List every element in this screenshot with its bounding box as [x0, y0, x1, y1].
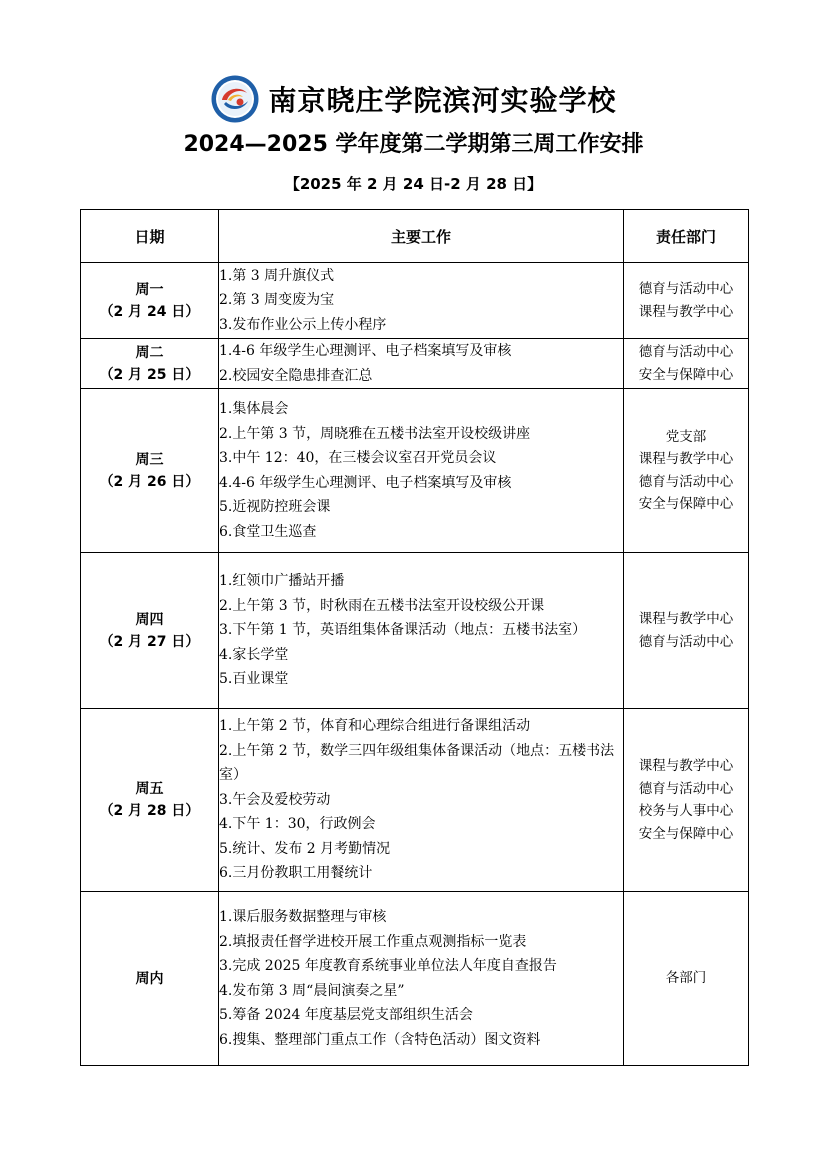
department-cell — [624, 553, 749, 709]
date-range: 【2025 年 2 月 24 日-2 月 28 日】 — [284, 175, 543, 193]
task-item: 2.校园安全隐患排查汇总 — [219, 367, 373, 384]
task-item: 5.筹备 2024 年度基层党支部组织生活会 — [219, 1007, 473, 1023]
task-item: 3.完成 2025 年度教育系统事业单位法人年度自查报告 — [219, 958, 557, 974]
task-item: 5.百业课堂 — [219, 671, 289, 688]
day-name: 周三 — [135, 451, 164, 468]
table-row — [81, 553, 749, 709]
task-item: 3.午会及爱校劳动 — [219, 791, 331, 808]
department-name: 安全与保障中心 — [638, 496, 734, 512]
department-name: 德育与活动中心 — [638, 473, 734, 490]
schedule-table — [80, 209, 749, 1066]
department-cell — [624, 339, 749, 389]
task-item: 1.集体晨会 — [219, 401, 289, 417]
header-department: 责任部门 — [624, 210, 749, 263]
day-name: 周二 — [135, 344, 164, 361]
task-item: 1.第 3 周升旗仪式 — [219, 267, 335, 284]
task-item: 1.上午第 2 节，体育和心理综合组进行备课组活动 — [219, 718, 531, 735]
school-emblem-icon — [210, 74, 260, 124]
department-cell — [624, 709, 749, 892]
table-row — [81, 339, 749, 389]
department-name: 课程与教学中心 — [638, 451, 734, 467]
task-item: 1.红领巾广播站开播 — [219, 573, 345, 590]
tasks-cell — [219, 709, 624, 892]
department-cell — [624, 263, 749, 339]
task-item: 4.4-6 年级学生心理测评、电子档案填写及审核 — [219, 474, 512, 491]
day-date: （2 月 25 日） — [99, 366, 200, 383]
day-date: （2 月 26 日） — [99, 473, 200, 490]
table-row — [81, 389, 749, 553]
department-name: 德育与活动中心 — [638, 780, 734, 797]
tasks-cell — [219, 553, 624, 709]
day-cell — [81, 709, 219, 892]
department-name: 德育与活动中心 — [638, 281, 734, 297]
task-item: 3.发布作业公示上传小程序 — [219, 316, 387, 333]
day-cell — [81, 339, 219, 389]
day-date: （2 月 27 日） — [99, 633, 200, 650]
task-item: 4.家长学堂 — [219, 646, 289, 663]
day-name: 周一 — [135, 281, 164, 298]
day-date: （2 月 28 日） — [99, 803, 200, 819]
task-item: 2.上午第 3 节，时秋雨在五楼书法室开设校级公开课 — [219, 597, 545, 614]
table-row — [81, 263, 749, 339]
department-name: 安全与保障中心 — [638, 366, 734, 383]
task-item: 6.三月份教职工用餐统计 — [219, 865, 373, 882]
table-row — [81, 709, 749, 892]
task-item: 6.搜集、整理部门重点工作（含特色活动）图文资料 — [219, 1031, 541, 1048]
tasks-cell — [219, 263, 624, 339]
task-item: 2.上午第 2 节，数学三四年级组集体备课活动（地点：五楼书法室） — [219, 742, 615, 784]
day-name: 周内 — [135, 970, 164, 987]
day-cell — [81, 892, 219, 1066]
task-item: 1.课后服务数据整理与审核 — [219, 909, 387, 925]
tasks-cell — [219, 389, 624, 553]
day-cell — [81, 263, 219, 339]
department-name: 安全与保障中心 — [638, 825, 734, 842]
task-item: 1.4-6 年级学生心理测评、电子档案填写及审核 — [219, 343, 512, 359]
table-header-row — [81, 210, 749, 263]
task-item: 4.发布第 3 周“晨间演奏之星” — [219, 982, 405, 999]
department-cell — [624, 389, 749, 553]
tasks-cell — [219, 892, 624, 1066]
task-item: 5.近视防控班会课 — [219, 499, 331, 515]
day-name: 周四 — [135, 611, 164, 628]
school-title-row — [0, 74, 827, 124]
department-name: 德育与活动中心 — [638, 344, 734, 360]
document-title: 2024—2025 学年度第二学期第三周工作安排 — [183, 132, 644, 157]
department-name: 校务与人事中心 — [638, 803, 734, 819]
department-name: 课程与教学中心 — [638, 758, 734, 774]
department-name: 德育与活动中心 — [638, 633, 734, 650]
task-item: 3.中午 12：40，在三楼会议室召开党员会议 — [219, 450, 497, 466]
school-name: 南京晓庄学院滨河实验学校 — [268, 84, 617, 117]
department-name: 课程与教学中心 — [638, 303, 734, 320]
header-date: 日期 — [81, 210, 219, 263]
day-cell — [81, 553, 219, 709]
task-item: 3.下午第 1 节，英语组集体备课活动（地点：五楼书法室） — [219, 622, 587, 639]
day-date: （2 月 24 日） — [99, 303, 200, 320]
task-item: 2.填报责任督学进校开展工作重点观测指标一览表 — [219, 933, 527, 950]
day-name: 周五 — [135, 781, 164, 797]
task-item: 2.第 3 周变废为宝 — [219, 292, 335, 309]
department-name: 课程与教学中心 — [638, 611, 734, 627]
task-item: 6.食堂卫生巡查 — [219, 523, 317, 540]
tasks-cell — [219, 339, 624, 389]
department-cell — [624, 892, 749, 1066]
task-item: 4.下午 1：30，行政例会 — [219, 816, 376, 833]
department-name: 各部门 — [665, 970, 707, 987]
day-cell — [81, 389, 219, 553]
task-item: 2.上午第 3 节，周晓雅在五楼书法室开设校级讲座 — [219, 425, 531, 442]
department-name: 党支部 — [665, 428, 707, 445]
document-header — [0, 74, 827, 196]
task-item: 5.统计、发布 2 月考勤情况 — [219, 840, 391, 857]
table-row — [81, 892, 749, 1066]
header-main-work: 主要工作 — [219, 210, 624, 263]
